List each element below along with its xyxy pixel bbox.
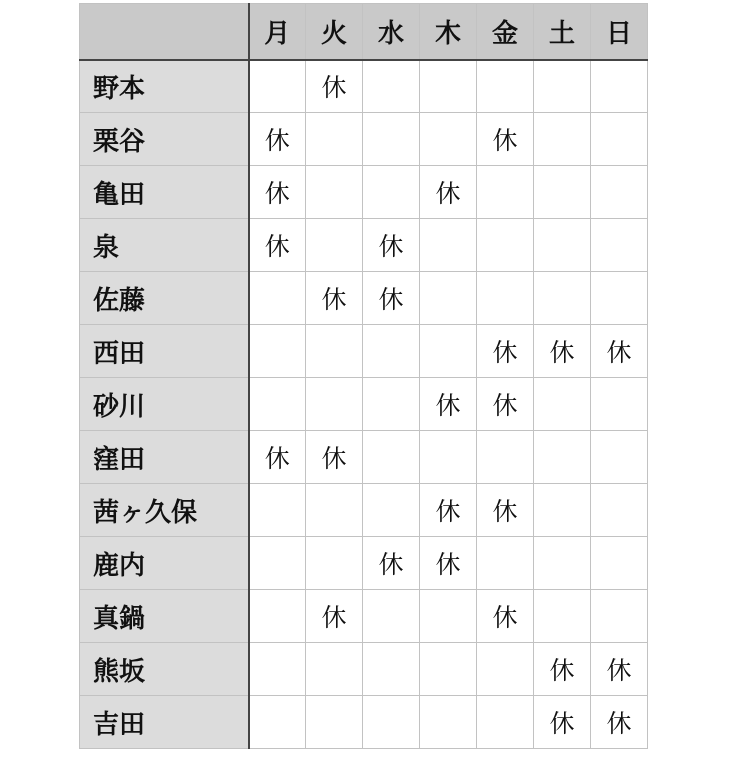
day-off-cell: 休 — [306, 60, 363, 113]
day-off-cell: 休 — [249, 113, 306, 166]
employee-name: 真鍋 — [80, 590, 249, 643]
day-off-cell: 休 — [306, 590, 363, 643]
day-off-cell — [420, 60, 477, 113]
day-off-cell — [534, 378, 591, 431]
day-off-cell — [306, 696, 363, 749]
employee-name: 西田 — [80, 325, 249, 378]
table-row — [80, 484, 648, 537]
day-off-cell — [306, 325, 363, 378]
table-row — [80, 325, 648, 378]
day-off-cell — [363, 643, 420, 696]
day-off-cell — [591, 484, 648, 537]
day-header-mon: 月 — [249, 4, 306, 60]
employee-name: 熊坂 — [80, 643, 249, 696]
day-off-cell — [591, 113, 648, 166]
day-off-cell — [420, 643, 477, 696]
day-off-cell — [477, 537, 534, 590]
day-off-cell — [249, 643, 306, 696]
day-off-cell — [363, 60, 420, 113]
table-row — [80, 537, 648, 590]
day-off-cell — [591, 590, 648, 643]
day-off-cell — [534, 484, 591, 537]
table-row — [80, 431, 648, 484]
day-off-cell — [363, 113, 420, 166]
day-header-sun: 日 — [591, 4, 648, 60]
table-row — [80, 696, 648, 749]
day-off-cell — [420, 590, 477, 643]
day-off-cell — [477, 431, 534, 484]
day-off-cell: 休 — [363, 537, 420, 590]
day-off-cell: 休 — [591, 325, 648, 378]
day-off-cell — [306, 113, 363, 166]
day-off-cell — [591, 219, 648, 272]
employee-name: 泉 — [80, 219, 249, 272]
day-off-cell — [477, 272, 534, 325]
day-off-cell — [420, 113, 477, 166]
day-header-tue: 火 — [306, 4, 363, 60]
day-off-cell — [249, 325, 306, 378]
day-off-cell — [534, 272, 591, 325]
day-off-cell: 休 — [477, 113, 534, 166]
day-off-cell — [534, 431, 591, 484]
day-off-cell: 休 — [306, 431, 363, 484]
day-off-cell — [420, 325, 477, 378]
day-header-wed: 水 — [363, 4, 420, 60]
day-off-cell: 休 — [420, 378, 477, 431]
table-header — [80, 4, 648, 60]
day-header-thu: 木 — [420, 4, 477, 60]
day-off-cell — [306, 537, 363, 590]
day-off-cell — [363, 378, 420, 431]
day-off-cell — [477, 60, 534, 113]
day-off-cell: 休 — [477, 325, 534, 378]
day-off-cell: 休 — [591, 696, 648, 749]
table-body — [80, 60, 648, 749]
day-off-cell: 休 — [534, 643, 591, 696]
day-off-cell — [363, 166, 420, 219]
day-off-cell — [420, 219, 477, 272]
day-off-cell — [477, 696, 534, 749]
day-off-cell: 休 — [363, 272, 420, 325]
table-row — [80, 643, 648, 696]
day-off-cell — [363, 325, 420, 378]
employee-name: 窪田 — [80, 431, 249, 484]
day-off-cell — [534, 113, 591, 166]
day-off-cell — [420, 272, 477, 325]
day-off-cell — [534, 537, 591, 590]
employee-name: 野本 — [80, 60, 249, 113]
day-off-cell — [306, 484, 363, 537]
header-row — [80, 4, 648, 60]
day-off-cell — [249, 537, 306, 590]
day-off-cell: 休 — [477, 590, 534, 643]
table-row — [80, 113, 648, 166]
day-off-cell — [363, 484, 420, 537]
day-off-cell — [249, 590, 306, 643]
day-off-cell — [591, 431, 648, 484]
day-off-cell — [591, 378, 648, 431]
table-row — [80, 60, 648, 113]
employee-name: 亀田 — [80, 166, 249, 219]
day-off-cell — [477, 643, 534, 696]
employee-name: 茜ヶ久保 — [80, 484, 249, 537]
employee-name: 鹿内 — [80, 537, 249, 590]
day-off-cell — [534, 219, 591, 272]
day-off-cell: 休 — [249, 431, 306, 484]
shift-schedule-table — [79, 3, 648, 749]
day-off-cell — [249, 378, 306, 431]
employee-name: 砂川 — [80, 378, 249, 431]
day-off-cell — [591, 166, 648, 219]
day-off-cell — [363, 696, 420, 749]
day-off-cell — [591, 537, 648, 590]
employee-name: 吉田 — [80, 696, 249, 749]
day-off-cell — [591, 272, 648, 325]
day-off-cell: 休 — [477, 378, 534, 431]
day-off-cell — [420, 696, 477, 749]
day-off-cell: 休 — [420, 484, 477, 537]
table-row — [80, 590, 648, 643]
day-off-cell — [534, 60, 591, 113]
day-off-cell: 休 — [534, 696, 591, 749]
day-off-cell — [477, 219, 534, 272]
day-off-cell: 休 — [306, 272, 363, 325]
day-off-cell: 休 — [591, 643, 648, 696]
day-off-cell — [306, 219, 363, 272]
day-off-cell — [249, 272, 306, 325]
day-header-fri: 金 — [477, 4, 534, 60]
day-off-cell: 休 — [249, 166, 306, 219]
day-off-cell: 休 — [363, 219, 420, 272]
day-off-cell — [420, 431, 477, 484]
day-off-cell — [534, 590, 591, 643]
day-off-cell: 休 — [477, 484, 534, 537]
day-off-cell — [306, 378, 363, 431]
day-off-cell — [249, 484, 306, 537]
day-off-cell: 休 — [534, 325, 591, 378]
day-header-sat: 土 — [534, 4, 591, 60]
day-off-cell — [363, 590, 420, 643]
table-row — [80, 219, 648, 272]
day-off-cell — [363, 431, 420, 484]
corner-cell — [80, 4, 249, 60]
table-row — [80, 166, 648, 219]
day-off-cell — [591, 60, 648, 113]
day-off-cell — [249, 696, 306, 749]
day-off-cell — [306, 643, 363, 696]
employee-name: 佐藤 — [80, 272, 249, 325]
day-off-cell — [249, 60, 306, 113]
day-off-cell — [477, 166, 534, 219]
day-off-cell: 休 — [420, 537, 477, 590]
day-off-cell: 休 — [249, 219, 306, 272]
day-off-cell — [534, 166, 591, 219]
day-off-cell: 休 — [420, 166, 477, 219]
employee-name: 栗谷 — [80, 113, 249, 166]
day-off-cell — [306, 166, 363, 219]
table-row — [80, 272, 648, 325]
table-row — [80, 378, 648, 431]
